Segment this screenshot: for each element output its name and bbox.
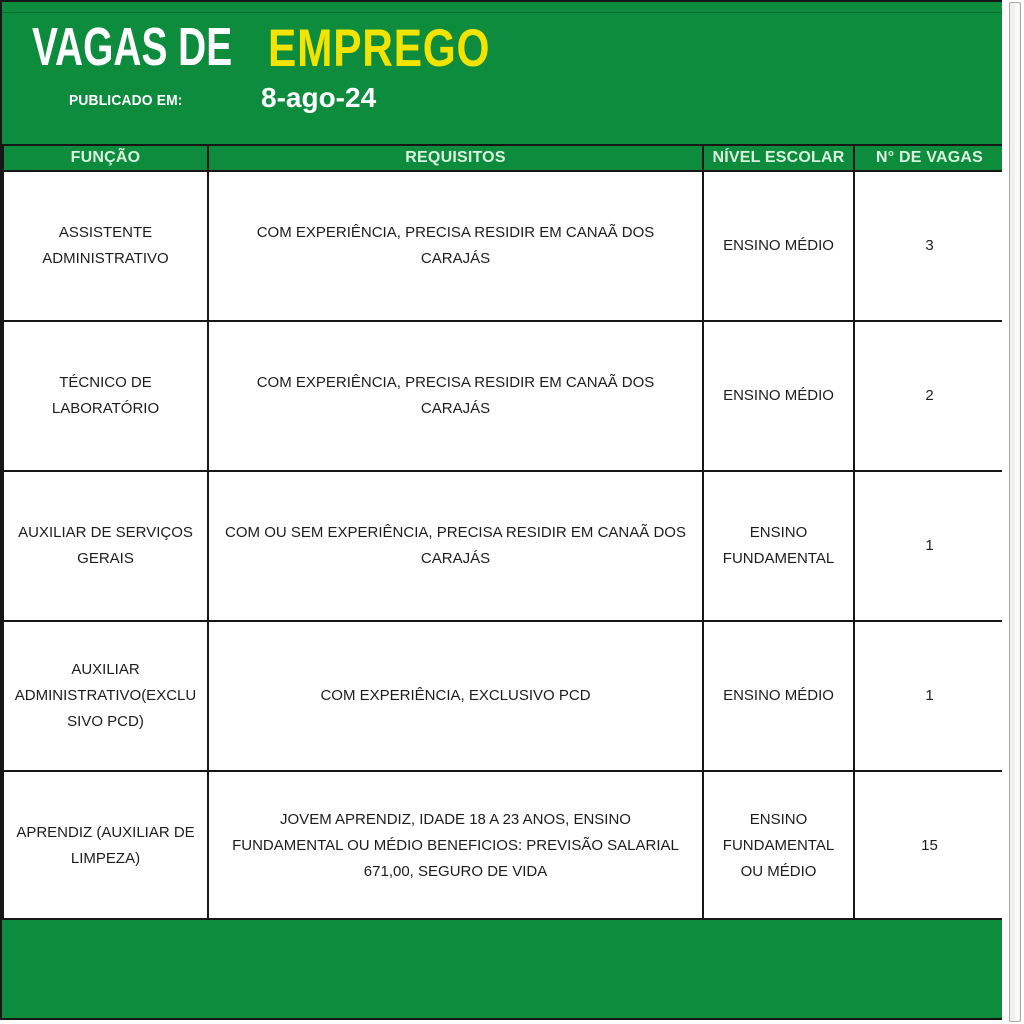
cell-nivel: ENSINO MÉDIO bbox=[703, 321, 854, 471]
cell-vagas: 1 bbox=[854, 471, 1005, 621]
cell-nivel: ENSINO FUNDAMENTAL OU MÉDIO bbox=[703, 771, 854, 921]
table-row bbox=[3, 771, 1005, 921]
published-date: 8-ago-24 bbox=[261, 82, 377, 113]
banner-top-divider bbox=[2, 12, 1002, 13]
vertical-scrollbar[interactable] bbox=[1009, 2, 1021, 1022]
header-vagas: N° DE VAGAS bbox=[854, 145, 1005, 171]
cell-funcao: TÉCNICO DE LABORATÓRIO bbox=[3, 321, 208, 471]
jobs-table bbox=[2, 144, 1006, 922]
table-header-row bbox=[3, 145, 1005, 171]
cell-vagas: 15 bbox=[854, 771, 1005, 921]
table-row bbox=[3, 471, 1005, 621]
cell-funcao: AUXILIAR DE SERVIÇOS GERAIS bbox=[3, 471, 208, 621]
cell-requisito: COM EXPERIÊNCIA, EXCLUSIVO PCD bbox=[208, 621, 703, 771]
cell-funcao: AUXILIAR ADMINISTRATIVO(EXCLUSIVO PCD) bbox=[3, 621, 208, 771]
cell-nivel: ENSINO MÉDIO bbox=[703, 621, 854, 771]
cell-funcao: APRENDIZ (AUXILIAR DE LIMPEZA) bbox=[3, 771, 208, 921]
banner-title-emprego: EMPREGO bbox=[268, 19, 491, 78]
title-banner bbox=[2, 2, 1002, 144]
cell-requisito: COM OU SEM EXPERIÊNCIA, PRECISA RESIDIR EM CANAÃ DOS CARAJÁS bbox=[208, 471, 703, 621]
footer-band bbox=[2, 918, 1002, 1020]
cell-requisito: COM EXPERIÊNCIA, PRECISA RESIDIR EM CANAÃ DOS CARAJÁS bbox=[208, 321, 703, 471]
cell-nivel: ENSINO FUNDAMENTAL bbox=[703, 471, 854, 621]
cell-nivel: ENSINO MÉDIO bbox=[703, 171, 854, 321]
cell-requisito: COM EXPERIÊNCIA, PRECISA RESIDIR EM CANAÃ DOS CARAJÁS bbox=[208, 171, 703, 321]
table-row bbox=[3, 621, 1005, 771]
header-requisitos: REQUISITOS bbox=[208, 145, 703, 171]
published-label: PUBLICADO EM: bbox=[69, 92, 183, 109]
banner-title-vagas-de: VAGAS DE bbox=[32, 17, 233, 77]
cell-vagas: 3 bbox=[854, 171, 1005, 321]
scrollbar-inner-highlight bbox=[1015, 4, 1019, 1020]
window-right-edge bbox=[1002, 0, 1024, 1024]
header-nivel: NÍVEL ESCOLAR bbox=[703, 145, 854, 171]
header-funcao: FUNÇÃO bbox=[3, 145, 208, 171]
cell-requisito: JOVEM APRENDIZ, IDADE 18 A 23 ANOS, ENSINO FUNDAMENTAL OU MÉDIO BENEFICIOS: PREVISÃO SALARIAL 671,00, SEGURO DE VIDA bbox=[208, 771, 703, 921]
cell-funcao: ASSISTENTE ADMINISTRATIVO bbox=[3, 171, 208, 321]
table-row bbox=[3, 321, 1005, 471]
table-row bbox=[3, 171, 1005, 321]
cell-vagas: 1 bbox=[854, 621, 1005, 771]
cell-vagas: 2 bbox=[854, 321, 1005, 471]
